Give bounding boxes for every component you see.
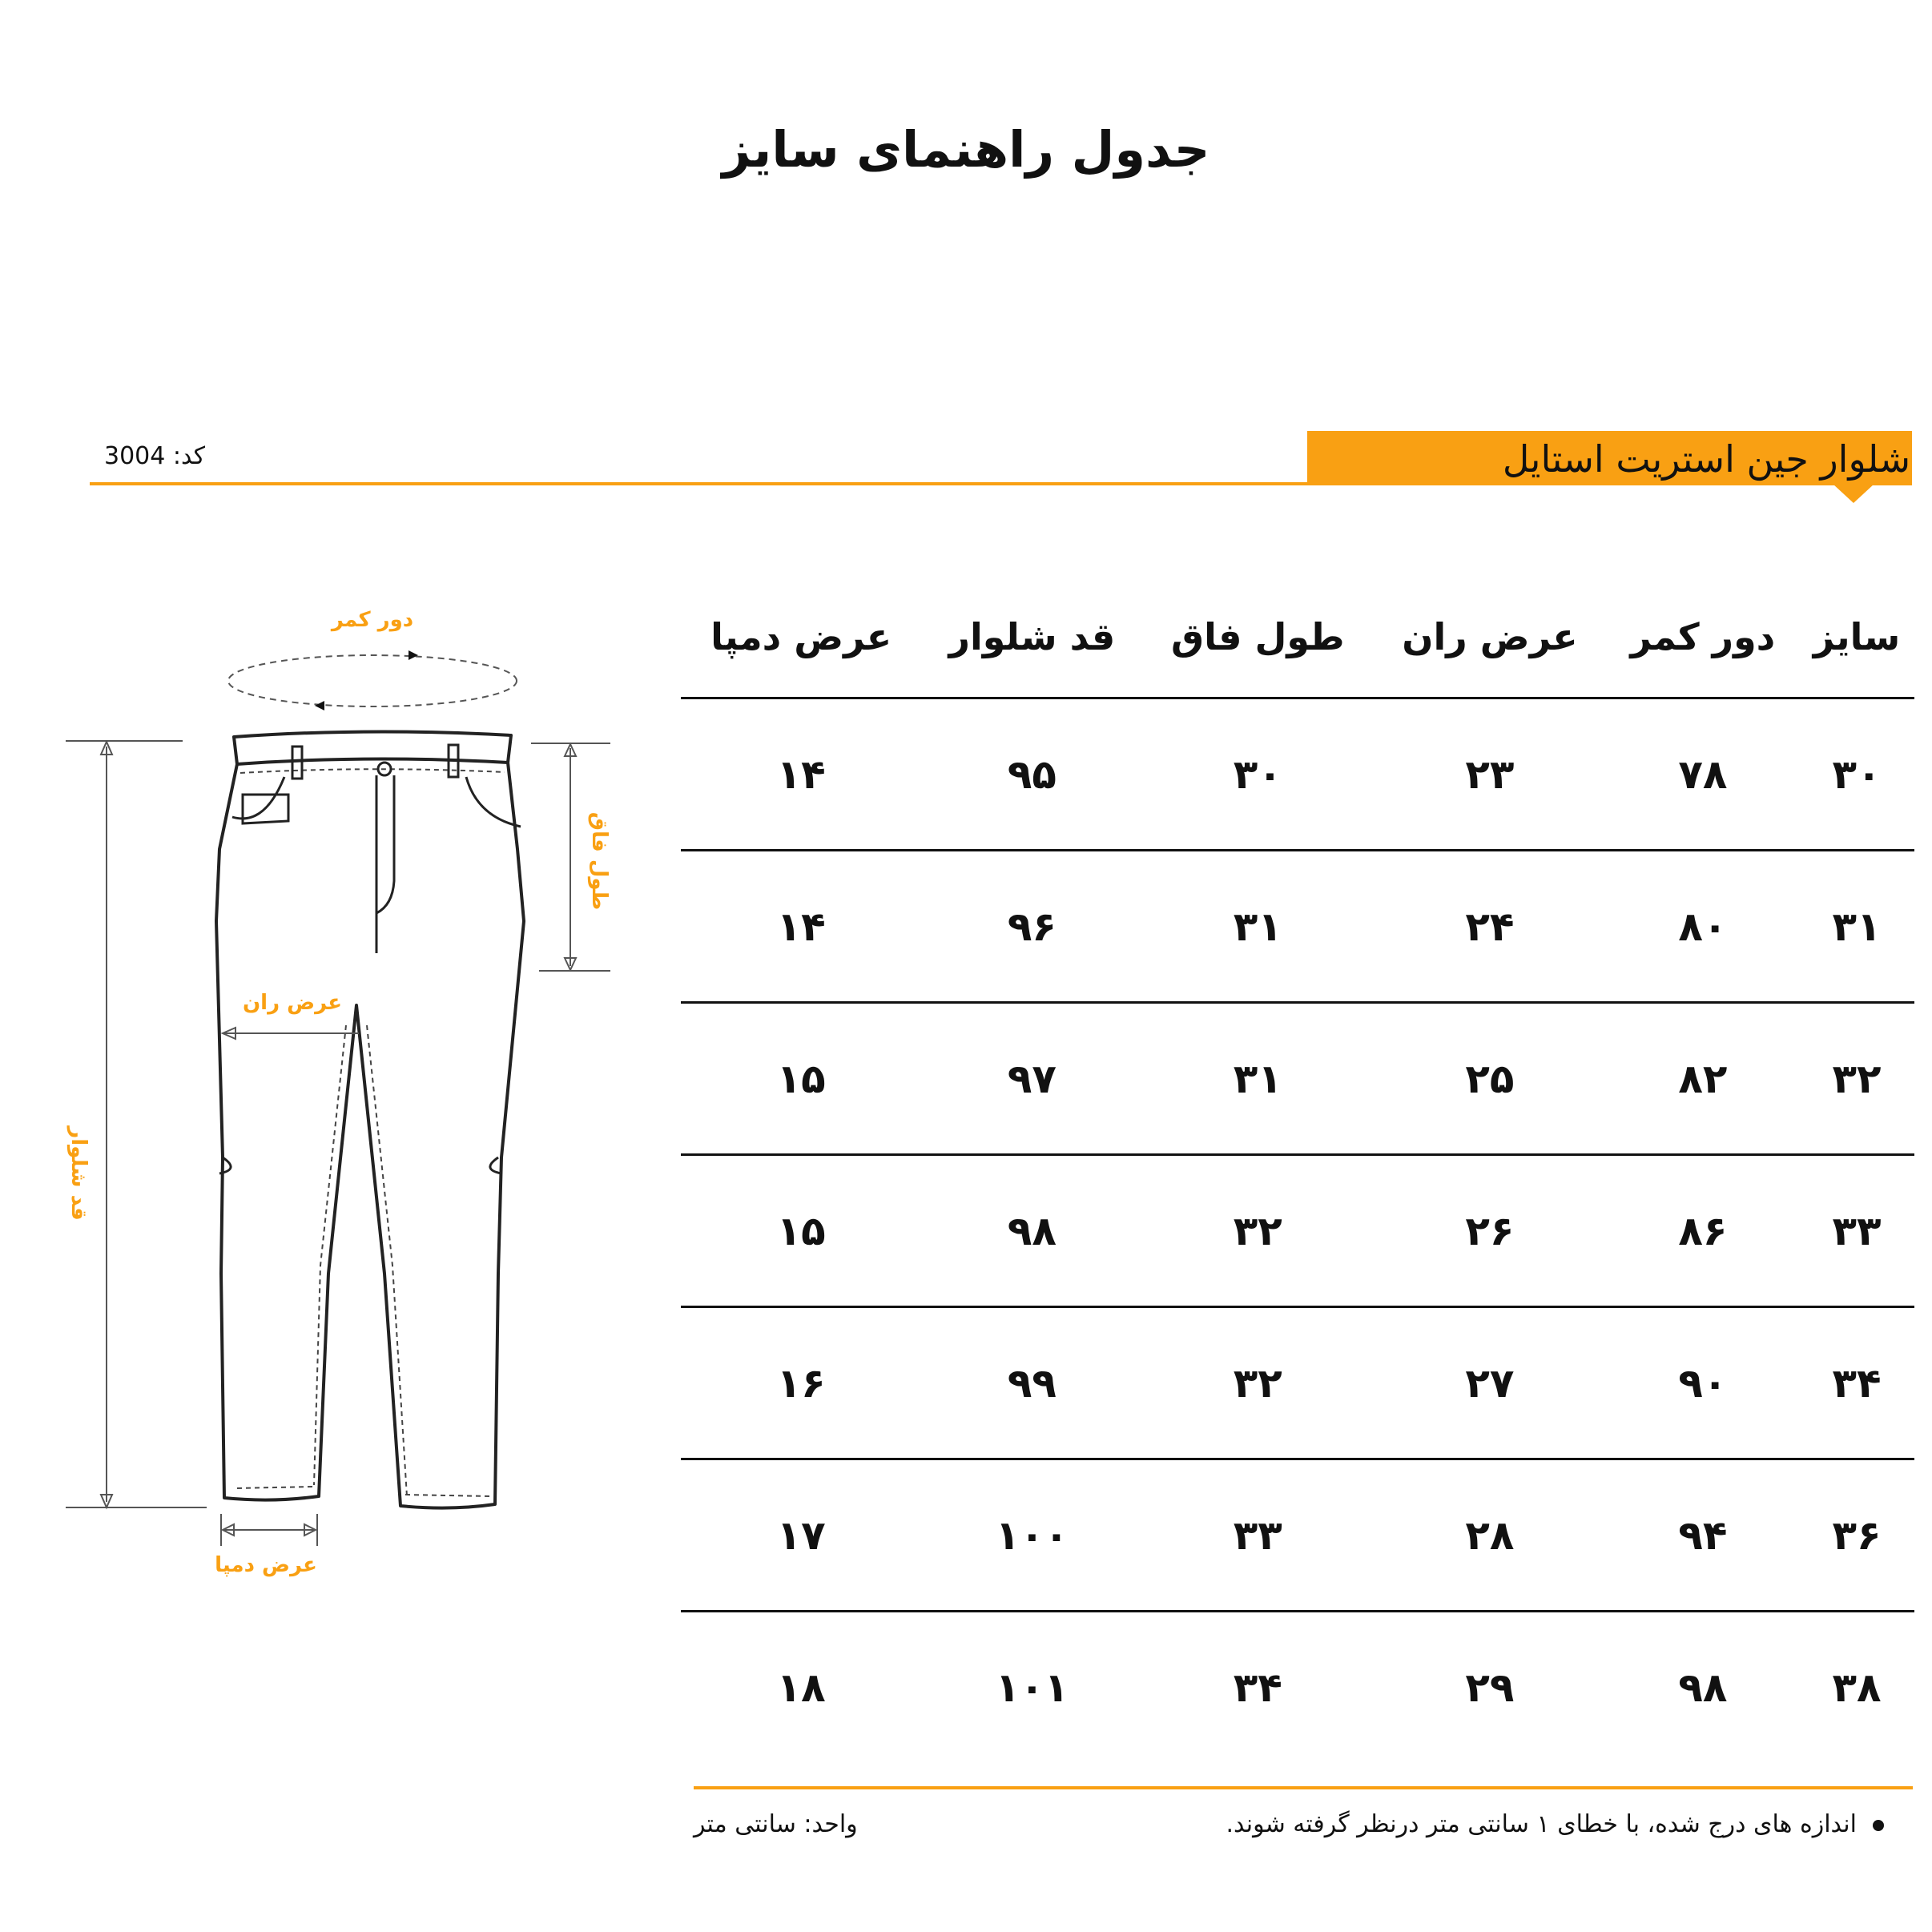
table-cell: ۳۰ [1142, 698, 1373, 851]
product-code: کد: 3004 [104, 442, 206, 470]
header-rise: طول فاق [1142, 577, 1373, 698]
table-cell: ۹۴ [1607, 1459, 1799, 1612]
header-divider [90, 482, 1912, 485]
waist-ellipse [228, 655, 517, 706]
table-row [681, 698, 1914, 851]
table-cell: ۱۵ [681, 1155, 921, 1307]
header-length: قد شلوار [921, 577, 1142, 698]
header-thigh: عرض ران [1373, 577, 1607, 698]
table-cell: ۹۹ [921, 1307, 1142, 1459]
table-row [681, 1307, 1914, 1459]
table-cell: ۹۸ [1678, 1664, 1728, 1711]
table-cell: ۲۸ [1373, 1459, 1607, 1612]
table-cell: ۱۶ [681, 1307, 921, 1459]
table-cell: ۳۴ [1233, 1664, 1282, 1711]
table-cell: ۳۴ [1799, 1307, 1914, 1459]
table-cell: ۱۰۱ [995, 1664, 1069, 1711]
table-row [681, 1459, 1914, 1612]
table-cell: ۸۶ [1607, 1155, 1799, 1307]
banner-notch [1833, 484, 1874, 503]
table-cell: ۲۳ [1373, 698, 1607, 851]
table-row [681, 1155, 1914, 1307]
size-table [681, 577, 1914, 1762]
table-cell: ۸۰ [1607, 851, 1799, 1003]
table-cell: ۳۳ [1799, 1155, 1914, 1307]
table-cell: ۳۶ [1799, 1459, 1914, 1612]
length-label: قد شلوار [66, 1126, 91, 1221]
table-cell: ۱۵ [681, 1003, 921, 1155]
unit-label: واحد: سانتی متر [694, 1810, 858, 1838]
table-cell: ۳۲ [1799, 1003, 1914, 1155]
tolerance-note-text: اندازه های درج شده، با خطای ۱ سانتی متر درنظر گرفته شوند. [1226, 1810, 1857, 1838]
table-cell: ۳۲ [1142, 1155, 1373, 1307]
table-cell: ۱۴ [681, 851, 921, 1003]
table-cell: ۱۸ [776, 1664, 826, 1711]
table-cell: ۹۰ [1607, 1307, 1799, 1459]
table-cell: ۹۵ [921, 698, 1142, 851]
page-title: جدول راهنمای سایز [722, 120, 1210, 179]
table-cell: ۹۷ [921, 1003, 1142, 1155]
table-header-row [681, 577, 1914, 698]
table-cell: ۸۲ [1607, 1003, 1799, 1155]
rise-label: طول فاق [587, 811, 611, 911]
header-size: سایز [1799, 577, 1914, 698]
table-cell: ۲۵ [1373, 1003, 1607, 1155]
table-cell: ۲۶ [1373, 1155, 1607, 1307]
table-cell: ۳۱ [1799, 851, 1914, 1003]
table-cell: ۹۶ [921, 851, 1142, 1003]
jeans-outline [216, 731, 524, 1507]
table-cell: ۷۸ [1607, 698, 1799, 851]
waist-label: دور کمر [331, 608, 414, 632]
hem-label: عرض دمپا [215, 1553, 317, 1577]
jeans-diagram [48, 577, 625, 1618]
bullet-icon [1873, 1820, 1884, 1831]
footer-divider [694, 1786, 1913, 1789]
table-row [681, 851, 1914, 1003]
header-hem: عرض دمپا [681, 577, 921, 698]
product-name: شلوار جین استریت استایل [1502, 437, 1910, 481]
table-cell: ۳۰ [1799, 698, 1914, 851]
table-cell: ۳۲ [1142, 1307, 1373, 1459]
header-waist: دور کمر [1607, 577, 1799, 698]
table-cell: ۱۷ [681, 1459, 921, 1612]
waist-arrow-right [409, 650, 418, 660]
table-cell: ۳۱ [1142, 851, 1373, 1003]
table-cell: ۳۳ [1142, 1459, 1373, 1612]
table-cell: ۹۸ [921, 1155, 1142, 1307]
table-row [681, 1612, 1914, 1763]
table-cell: ۲۷ [1373, 1307, 1607, 1459]
table-cell: ۲۴ [1373, 851, 1607, 1003]
thigh-label: عرض ران [242, 991, 343, 1015]
table-cell: ۳۸ [1832, 1664, 1882, 1711]
table-cell: ۳۱ [1142, 1003, 1373, 1155]
table-row [681, 1003, 1914, 1155]
tolerance-note [1226, 1810, 1884, 1838]
table-cell: ۱۴ [681, 698, 921, 851]
jeans-details [219, 745, 521, 1173]
table-cell: ۱۰۰ [921, 1459, 1142, 1612]
waist-arrow-left [315, 701, 324, 710]
table-cell: ۲۹ [1465, 1664, 1515, 1711]
